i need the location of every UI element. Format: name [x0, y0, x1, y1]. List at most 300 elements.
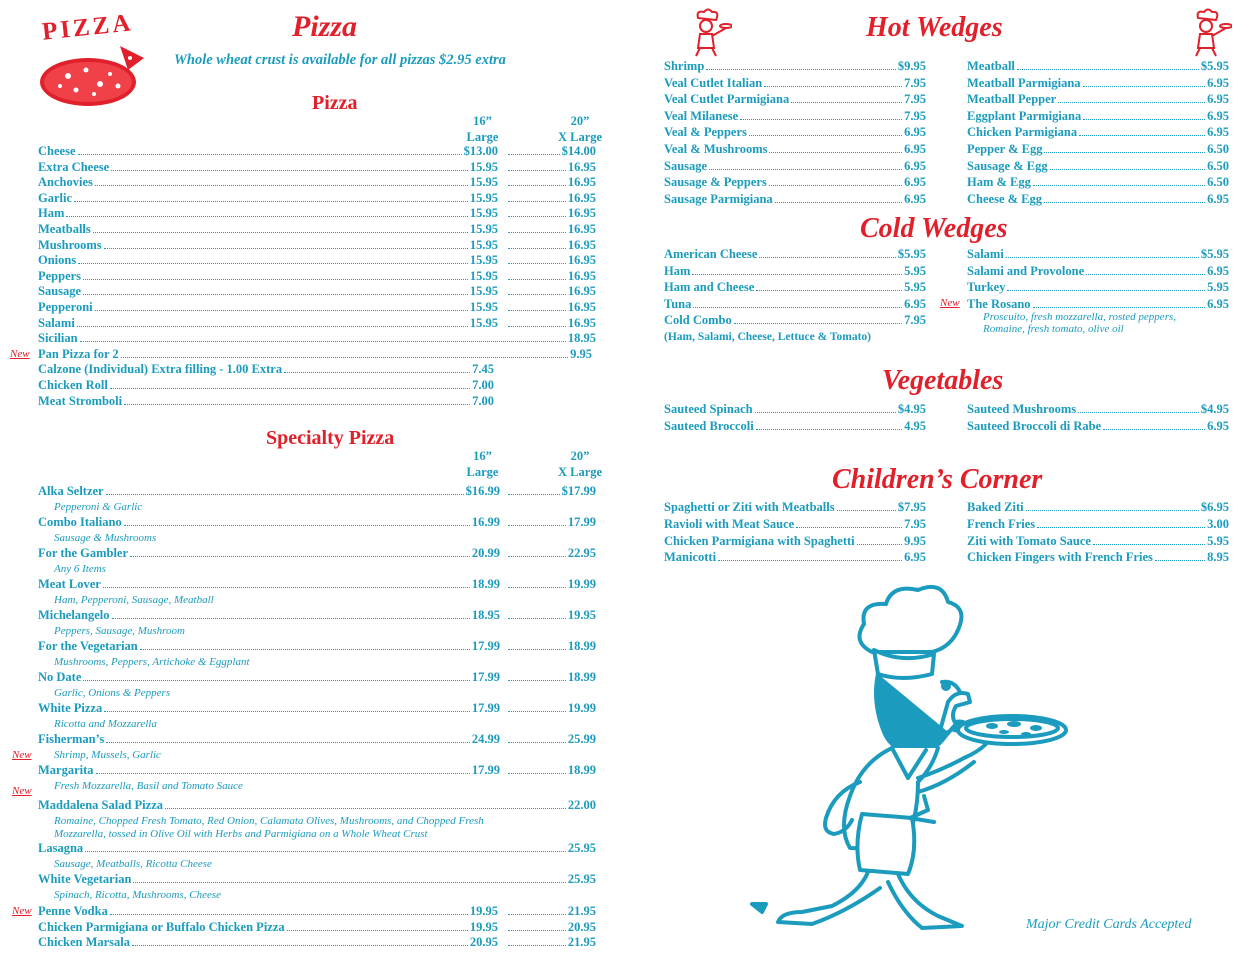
dot-leader: [1007, 280, 1205, 291]
hot_wedges-item: [664, 76, 926, 91]
item-price: 5.95: [904, 263, 926, 278]
item-name: Ham & Egg: [967, 175, 1031, 190]
dot-leader: [96, 763, 470, 774]
item-price: 6.50: [1207, 158, 1229, 173]
item-name: Sausage: [664, 158, 708, 173]
specialty-item-desc: Pepperoni & Garlic: [54, 501, 143, 513]
item-name: Chicken Fingers with French Fries: [967, 550, 1153, 565]
item-price: $14.00: [561, 144, 596, 158]
pizza-col2-head: [548, 113, 612, 145]
item-price: 15.95: [469, 284, 498, 299]
dot-leader: [1033, 175, 1205, 186]
specialty-item: [38, 732, 500, 747]
item-price: 6.95: [904, 158, 926, 173]
dot-leader: [756, 419, 902, 430]
item-name: The Rosano: [967, 296, 1031, 311]
specialty-item: [38, 872, 596, 887]
dot-leader: [508, 904, 566, 915]
dot-leader: [508, 175, 566, 186]
item-price: 17.99: [471, 763, 500, 777]
item-price: $4.95: [897, 402, 926, 416]
children-item: [664, 517, 926, 532]
item-name: Pepperoni: [38, 300, 93, 314]
dot-leader: [508, 732, 566, 743]
item-price: 25.99: [567, 732, 596, 746]
item-name: Meatball Parmigiana: [967, 75, 1081, 90]
item-price: 25.95: [567, 841, 596, 855]
dot-leader: [66, 206, 467, 217]
hot_wedges-item: [664, 109, 926, 124]
item-name: Garlic: [38, 190, 73, 205]
pizza-item: [38, 191, 498, 206]
children-item: [967, 517, 1229, 532]
item-price: 16.95: [567, 315, 596, 330]
dot-leader: [284, 362, 470, 373]
dot-leader: [756, 280, 902, 291]
dot-leader: [93, 222, 468, 233]
item-name: Chicken Parmigiana with Spaghetti: [664, 533, 855, 548]
cold_wedges-item: [967, 247, 1229, 262]
dot-leader: [508, 284, 566, 295]
item-name: Alka Seltzer: [38, 484, 104, 498]
specialty-item-desc: Ricotta and Mozzarella: [54, 718, 157, 730]
item-name: Veal Cutlet Italian: [664, 75, 763, 90]
specialty-item: [38, 920, 498, 935]
item-price: 19.99: [567, 701, 596, 715]
specialty-item: [38, 798, 596, 813]
dot-leader: [1103, 419, 1205, 430]
pizza-item: [38, 378, 494, 393]
item-price: 5.95: [1207, 533, 1229, 548]
item-name: Meat Lover: [38, 577, 101, 591]
item-price: 16.95: [567, 284, 596, 299]
dot-leader: [140, 639, 470, 650]
price-xlarge: [506, 284, 596, 299]
item-price: 7.00: [472, 378, 494, 392]
specialty-col1-head: [455, 448, 510, 480]
dot-leader: [130, 546, 470, 557]
item-price: 6.95: [1207, 108, 1229, 123]
item-name: Meatball Pepper: [967, 92, 1057, 107]
cold-combo-desc: (Ham, Salami, Cheese, Lettuce & Tomato): [664, 331, 871, 343]
specialty-item-desc: Mushrooms, Peppers, Artichoke & Eggplant: [54, 656, 250, 668]
dot-leader: [74, 191, 468, 202]
specialty-item: [38, 904, 498, 919]
item-price: 9.95: [904, 533, 926, 548]
dot-leader: [85, 841, 566, 852]
dot-leader: [1017, 59, 1199, 70]
dot-leader: [132, 935, 468, 946]
item-price: 6.95: [1207, 191, 1229, 206]
item-name: Fisherman’s: [38, 732, 105, 746]
item-name: Ham: [664, 263, 691, 278]
vegetables-item: [967, 419, 1229, 434]
pizza-item: [38, 253, 498, 268]
item-name: Eggplant Parmigiana: [967, 108, 1082, 123]
item-name: Turkey: [967, 280, 1006, 295]
item-price: 15.95: [469, 175, 498, 190]
dot-leader: [1006, 247, 1199, 258]
lasagna-desc: Sausage, Meatballs, Ricotta Cheese: [54, 858, 212, 870]
price-xlarge: [506, 701, 596, 716]
dot-leader: [508, 546, 566, 557]
item-name: Veal & Mushrooms: [664, 142, 768, 156]
item-name: Cheese: [38, 144, 76, 158]
item-price: 6.95: [904, 550, 926, 565]
item-price: 5.95: [904, 280, 926, 295]
dot-leader: [508, 484, 560, 495]
pizza-item: [38, 331, 596, 346]
item-price: 7.45: [472, 362, 494, 377]
item-price: 15.95: [469, 315, 498, 330]
item-price: 15.95: [469, 253, 498, 268]
cold_wedges-item: [664, 247, 926, 262]
item-name: Combo Italiano: [38, 515, 122, 529]
price-xlarge: [506, 935, 596, 950]
pizza-item: [38, 362, 494, 377]
item-price: 8.95: [1207, 550, 1229, 565]
specialty-item-desc: Fresh Mozzarella, Basil and Tomato Sauce: [54, 780, 243, 792]
pizza-item: [38, 144, 498, 159]
item-name: White Pizza: [38, 701, 103, 715]
children-title: Children’s Corner: [832, 464, 1043, 495]
specialty-item: [38, 763, 500, 778]
item-price: 16.95: [567, 237, 596, 252]
hot_wedges-item: [967, 159, 1229, 174]
item-price: 18.99: [471, 577, 500, 591]
item-price: $4.95: [1200, 402, 1229, 416]
specialty-section-title: Specialty Pizza: [266, 427, 395, 449]
cold_wedges-item: [664, 264, 926, 279]
dot-leader: [1155, 550, 1205, 561]
item-name: Veal & Peppers: [664, 125, 747, 140]
item-price: 25.95: [567, 872, 596, 886]
item-name: Sausage & Peppers: [664, 175, 767, 190]
pizza-logo: [38, 9, 150, 106]
dot-leader: [95, 300, 468, 311]
hot_wedges-item: [967, 76, 1229, 91]
item-name: Chicken Roll: [38, 378, 108, 392]
hot_wedges-item: [664, 59, 926, 74]
specialty-item-desc: Peppers, Sausage, Mushroom: [54, 625, 185, 637]
pizza-item: [38, 284, 498, 299]
logo-text: PIZZA: [40, 9, 135, 46]
dot-leader: [106, 732, 470, 743]
dot-leader: [791, 92, 902, 103]
dot-leader: [1044, 142, 1205, 153]
item-price: 22.95: [567, 546, 596, 560]
specialty-item: [38, 670, 500, 685]
item-price: 17.99: [471, 639, 500, 653]
item-price: 6.95: [904, 175, 926, 190]
dot-leader: [508, 300, 566, 311]
cold_wedges-item: [664, 297, 926, 312]
item-price: 6.50: [1207, 175, 1229, 190]
dot-leader: [1083, 76, 1206, 87]
item-price: 17.99: [471, 670, 500, 684]
hot_wedges-item: [967, 59, 1229, 74]
price-xlarge: [506, 904, 596, 919]
dot-leader: [508, 670, 566, 681]
pizza-item: [38, 269, 498, 284]
item-name: Sauteed Spinach: [664, 402, 753, 416]
dot-leader: [508, 316, 566, 327]
pizza-section-title: Pizza: [312, 92, 358, 114]
specialty-item-desc: Garlic, Onions & Peppers: [54, 687, 171, 699]
white-veg-desc: Spinach, Ricotta, Mushrooms, Cheese: [54, 889, 222, 901]
item-price: 6.50: [1207, 142, 1229, 156]
dot-leader: [77, 316, 468, 327]
dot-leader: [709, 159, 902, 170]
specialty-item: [38, 484, 500, 499]
item-price: $9.95: [897, 59, 926, 73]
specialty-item-desc: Any 6 Items: [54, 563, 106, 575]
specialty-col1-size: 16”: [473, 449, 492, 463]
dot-leader: [508, 269, 566, 280]
specialty-item-desc: Sausage & Mushrooms: [54, 532, 157, 544]
item-name: Sausage: [38, 284, 82, 299]
price-xlarge: [506, 920, 596, 935]
price-xlarge: [506, 484, 596, 499]
dot-leader: [837, 500, 896, 511]
header-title: Pizza: [292, 10, 358, 43]
item-price: 6.95: [904, 142, 926, 156]
item-price: 7.95: [904, 75, 926, 90]
item-price: $5.95: [1200, 247, 1229, 261]
item-price: 18.95: [567, 331, 596, 346]
item-price: 15.95: [469, 300, 498, 314]
item-price: 19.95: [469, 904, 498, 918]
price-xlarge: [506, 191, 596, 206]
dot-leader: [1026, 500, 1199, 511]
item-name: Sauteed Broccoli: [664, 418, 754, 433]
maddalena-desc-1: Romaine, Chopped Fresh Tomato, Red Onion, Calamata Olives, Mushrooms, and Chopped Fresh: [54, 815, 484, 827]
item-price: 19.99: [567, 577, 596, 591]
specialty-item-desc: Shrimp, Mussels, Garlic: [54, 749, 161, 761]
dot-leader: [104, 701, 470, 712]
dot-leader: [165, 798, 566, 809]
item-price: 7.95: [904, 108, 926, 123]
item-price: 16.99: [471, 515, 500, 529]
hot_wedges-item: [967, 142, 1229, 157]
item-name: Ravioli with Meat Sauce: [664, 516, 795, 531]
pizza-col2-size: 20”: [570, 114, 590, 128]
price-xlarge: [506, 253, 596, 268]
item-name: Tuna: [664, 296, 692, 311]
item-name: Lasagna: [38, 841, 84, 855]
dot-leader: [749, 125, 902, 136]
chef-icon-right: [1184, 8, 1232, 58]
item-name: Meat Stromboli: [38, 393, 123, 408]
price-xlarge: [506, 515, 596, 530]
hot_wedges-item: [664, 175, 926, 190]
item-name: Mushrooms: [38, 237, 102, 252]
item-name: Calzone (Individual) Extra filling - 1.00 Extra: [38, 362, 283, 377]
dot-leader: [508, 920, 566, 931]
dot-leader: [1086, 264, 1205, 275]
dot-leader: [1033, 297, 1206, 308]
dot-leader: [104, 238, 468, 249]
item-price: 7.95: [904, 313, 926, 328]
dot-leader: [133, 872, 565, 883]
item-name: Pepper & Egg: [967, 142, 1043, 156]
dot-leader: [1083, 109, 1205, 120]
dot-leader: [718, 550, 902, 561]
rosano-desc-2: Romaine, fresh tomato, olive oil: [983, 323, 1124, 335]
price-xlarge: [506, 269, 596, 284]
cold_wedges-item: [967, 280, 1229, 295]
item-name: Meatballs: [38, 222, 91, 236]
dot-leader: [508, 238, 566, 249]
item-price: 9.95: [570, 346, 592, 361]
specialty-item-desc: Ham, Pepperoni, Sausage, Meatball: [54, 594, 214, 606]
item-price: 18.99: [567, 763, 596, 777]
specialty-col2-label: X Large: [557, 465, 603, 479]
item-price: 18.95: [471, 608, 500, 622]
item-name: Veal Cutlet Parmigiana: [664, 92, 790, 107]
new-badge: New: [12, 785, 32, 797]
item-price: 6.95: [1207, 92, 1229, 107]
pizza-item: [38, 160, 498, 175]
price-xlarge: [506, 222, 596, 237]
item-name: Sicilian: [38, 331, 78, 346]
item-price: 7.95: [904, 92, 926, 107]
item-price: 15.95: [469, 268, 498, 283]
hot_wedges-item: [967, 92, 1229, 107]
item-name: Ham: [38, 206, 65, 221]
item-name: For the Vegetarian: [38, 639, 138, 653]
item-name: Peppers: [38, 268, 82, 283]
dot-leader: [1037, 517, 1205, 528]
item-price: 18.99: [567, 670, 596, 684]
item-name: For the Gambler: [38, 546, 129, 560]
dot-leader: [1078, 402, 1199, 413]
rosano-desc-1: Proscuito, fresh mozzarella, rosted peppers,: [983, 311, 1176, 323]
dot-leader: [95, 175, 468, 186]
item-price: 16.95: [567, 222, 596, 236]
price-xlarge: [506, 732, 596, 747]
item-name: Sauteed Broccoli di Rabe: [967, 418, 1102, 433]
pizza-col1-size: 16”: [473, 114, 492, 128]
price-xlarge: [506, 577, 596, 592]
price-xlarge: [506, 300, 596, 315]
hot-wedges-title: Hot Wedges: [866, 12, 1003, 43]
vegetables-title: Vegetables: [882, 365, 1004, 396]
vegetables-item: [967, 402, 1229, 417]
dot-leader: [706, 59, 896, 70]
item-price: 6.95: [1207, 75, 1229, 90]
dot-leader: [755, 402, 896, 413]
item-price: 4.95: [904, 418, 926, 433]
dot-leader: [110, 378, 470, 389]
item-name: Maddalena Salad Pizza: [38, 798, 164, 812]
item-name: Sausage & Egg: [967, 158, 1048, 173]
item-price: 16.95: [567, 175, 596, 190]
hot_wedges-item: [664, 92, 926, 107]
item-price: 20.95: [469, 935, 498, 949]
item-name: No Date: [38, 670, 82, 684]
specialty-col2-head: [548, 448, 612, 480]
dot-leader: [80, 331, 566, 342]
item-price: $5.95: [1200, 59, 1229, 73]
item-price: 19.95: [567, 608, 596, 622]
dot-leader: [1058, 92, 1205, 103]
pizza-col1-head: [455, 113, 510, 145]
children-item: [967, 550, 1229, 565]
children-item: [664, 534, 926, 549]
item-price: 20.95: [567, 919, 596, 934]
specialty-item: [38, 841, 596, 856]
dot-leader: [1044, 192, 1205, 203]
item-name: Sauteed Mushrooms: [967, 402, 1077, 416]
item-price: 17.99: [567, 515, 596, 529]
dot-leader: [83, 284, 468, 295]
item-price: 6.95: [1207, 263, 1229, 278]
item-price: 6.95: [1207, 418, 1229, 433]
new-badge: New: [12, 905, 32, 917]
item-name: Margarita: [38, 763, 94, 777]
dot-leader: [508, 701, 566, 712]
specialty-item: [38, 577, 500, 592]
cold_wedges-item: [664, 313, 926, 328]
item-price: 19.95: [469, 919, 498, 934]
price-xlarge: [506, 546, 596, 561]
item-name: Onions: [38, 253, 77, 268]
item-price: 6.95: [1207, 296, 1229, 311]
dot-leader: [508, 608, 566, 619]
item-price: 6.95: [904, 296, 926, 311]
item-name: Cold Combo: [664, 313, 732, 328]
item-price: 24.99: [471, 732, 500, 746]
hot_wedges-item: [967, 192, 1229, 207]
dot-leader: [83, 670, 469, 681]
pizza-item: [38, 316, 498, 331]
pizza-item: [38, 347, 592, 362]
dot-leader: [508, 639, 566, 650]
dot-leader: [508, 577, 566, 588]
dot-leader: [106, 484, 464, 495]
item-name: Pan Pizza for 2: [38, 346, 119, 361]
item-price: 21.95: [567, 904, 596, 918]
item-price: 6.95: [904, 191, 926, 206]
specialty-item: [38, 608, 500, 623]
dot-leader: [121, 347, 568, 358]
item-price: 6.95: [1207, 125, 1229, 140]
dot-leader: [508, 763, 566, 774]
item-price: 22.00: [567, 798, 596, 812]
dot-leader: [111, 160, 468, 171]
item-name: Ziti with Tomato Sauce: [967, 533, 1091, 548]
item-name: Sausage Parmigiana: [664, 191, 773, 206]
item-price: 15.95: [469, 237, 498, 252]
item-price: 15.95: [469, 159, 498, 174]
chef-icon-left: [684, 8, 732, 58]
specialty-item: [38, 639, 500, 654]
item-price: $6.95: [1200, 500, 1229, 514]
dot-leader: [508, 935, 566, 946]
item-price: 16.95: [567, 268, 596, 283]
item-price: 17.99: [471, 701, 500, 715]
specialty-col1-label: Large: [466, 465, 499, 479]
item-name: Penne Vodka: [38, 904, 108, 918]
item-price: 16.95: [567, 206, 596, 221]
dot-leader: [103, 577, 470, 588]
vegetables-item: [664, 402, 926, 417]
header-note: Whole wheat crust is available for all pizzas $2.95 extra: [174, 52, 506, 68]
item-name: Ham and Cheese: [664, 280, 755, 295]
cold-wedges-title: Cold Wedges: [860, 213, 1008, 244]
item-name: Baked Ziti: [967, 500, 1024, 514]
